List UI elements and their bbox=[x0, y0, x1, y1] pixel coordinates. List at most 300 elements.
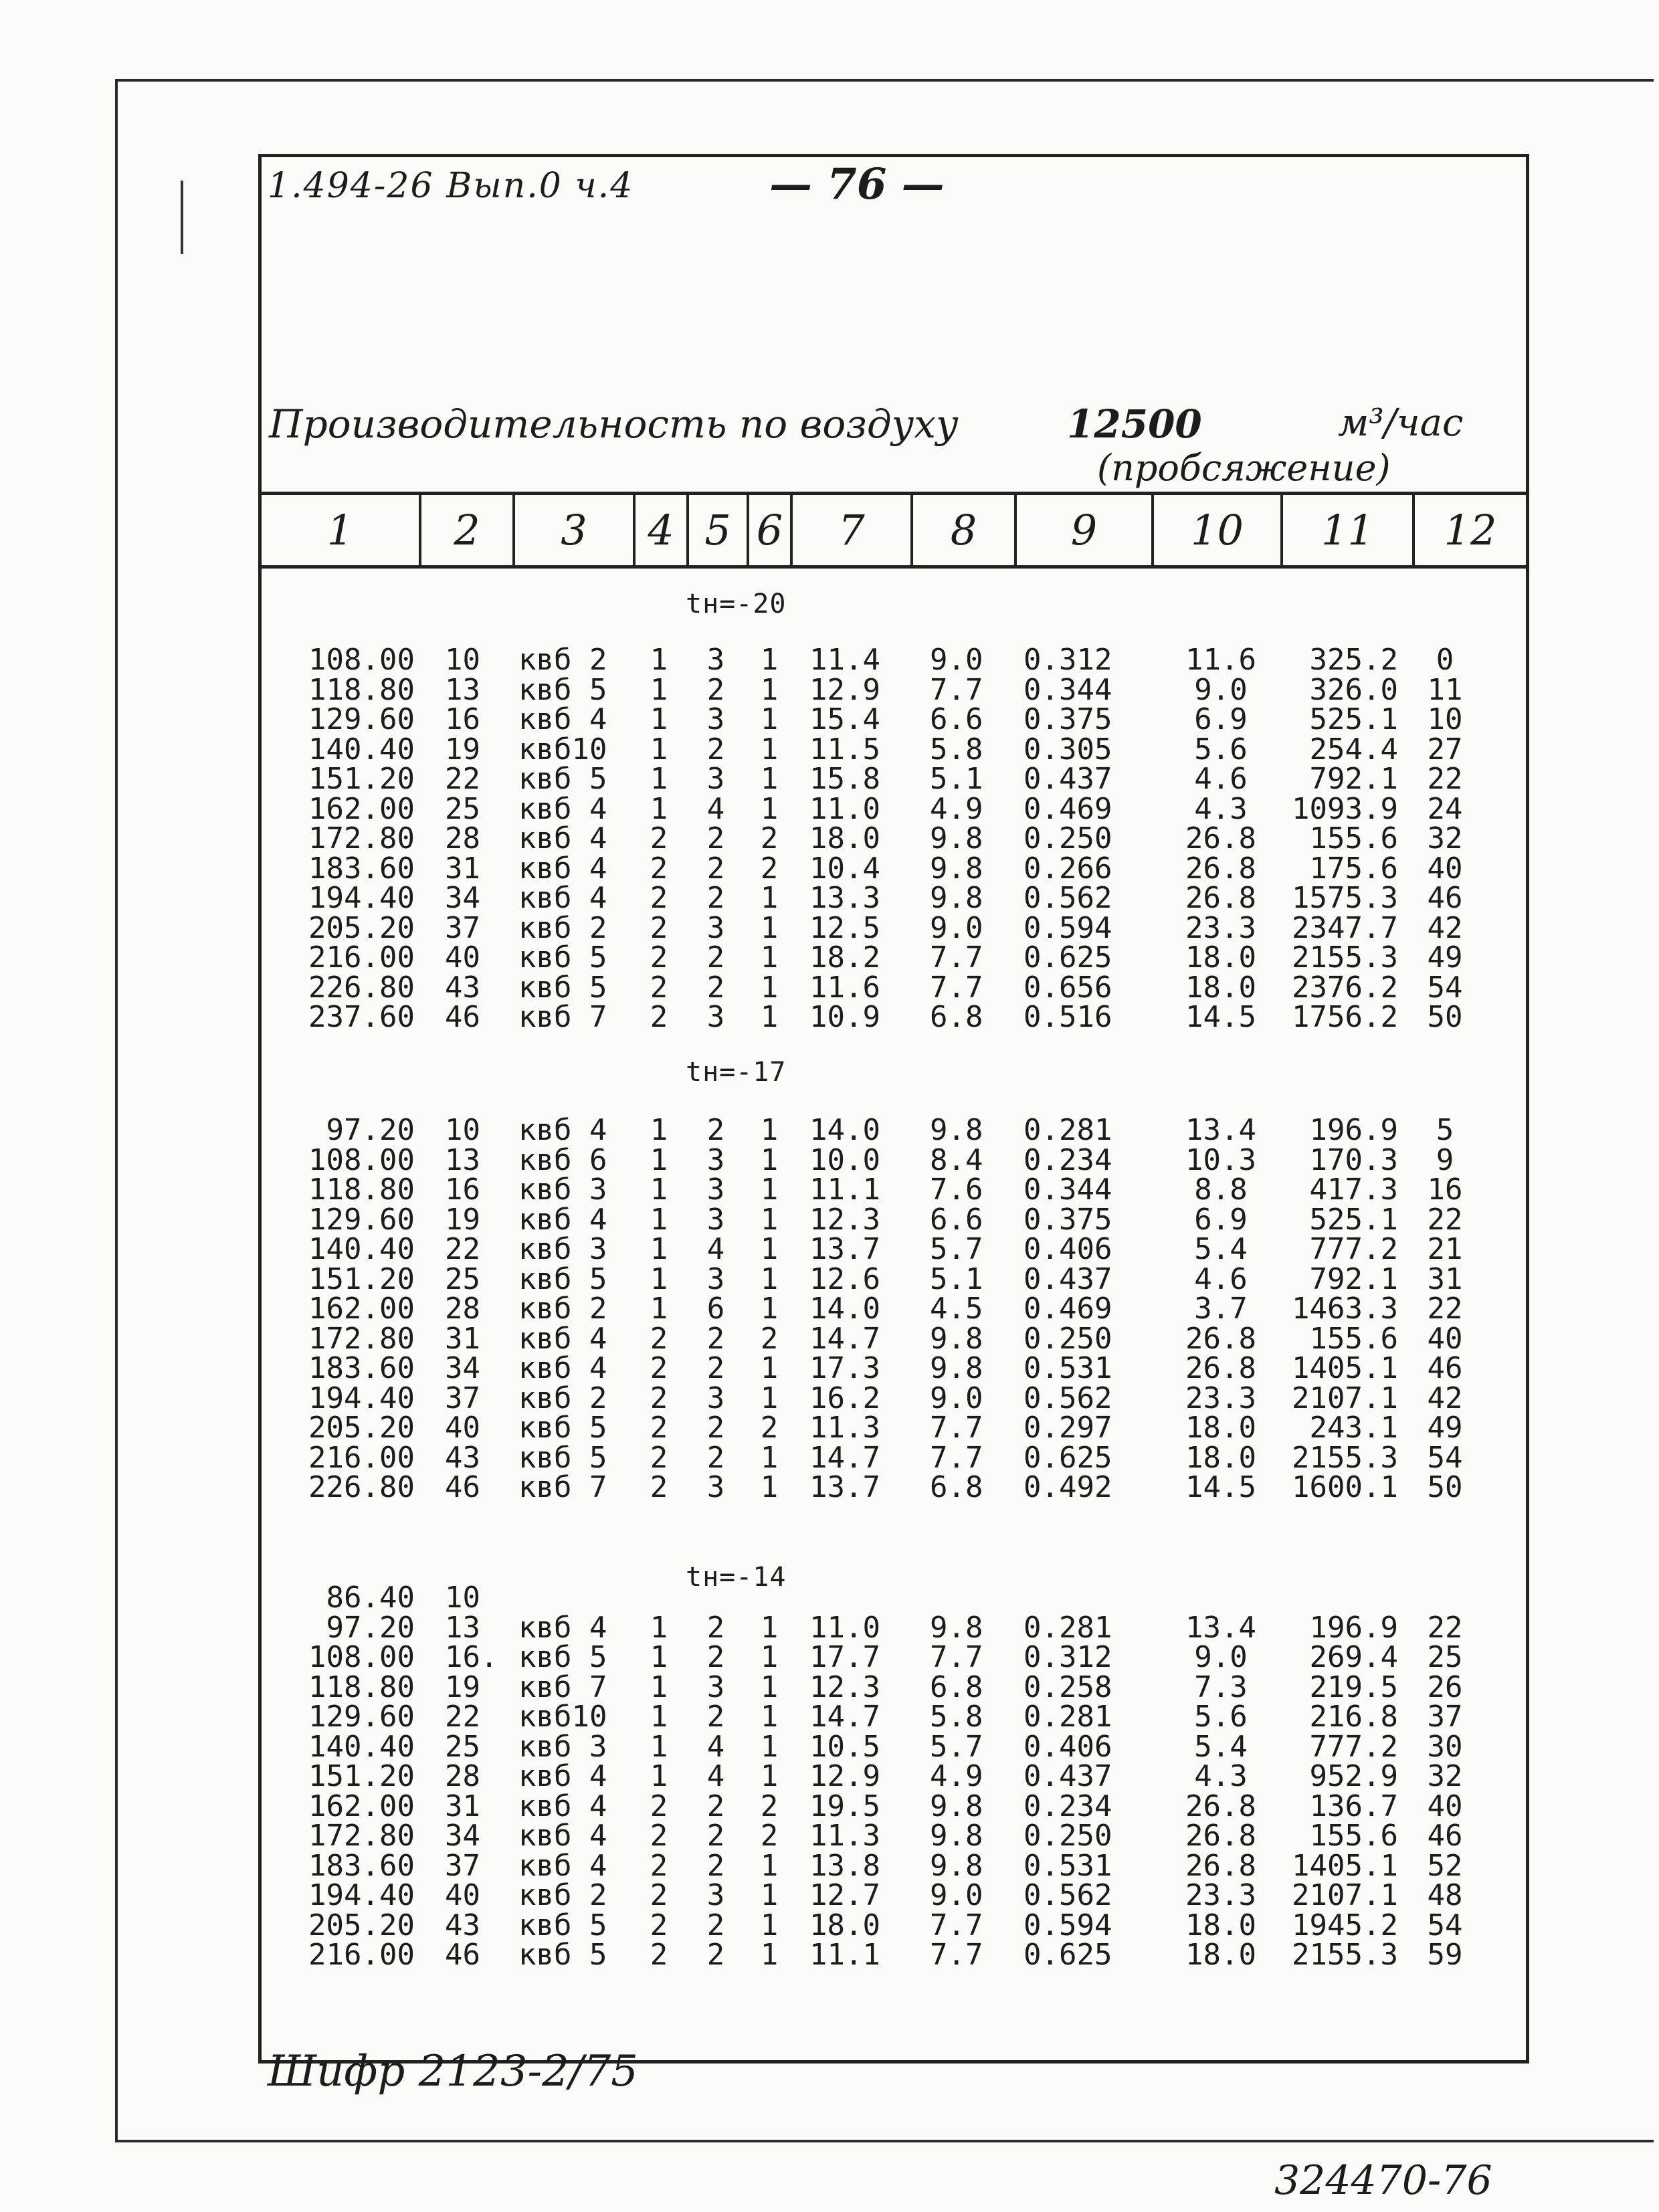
cell-col-1: 97.20 bbox=[326, 1610, 415, 1645]
table-row bbox=[0, 940, 1659, 975]
cell-col-5: 2 bbox=[706, 821, 725, 856]
cell-col-10: 9.0 bbox=[1194, 672, 1248, 707]
cell-col-1: 237.60 bbox=[308, 1000, 415, 1034]
cell-col-9: 0.469 bbox=[1023, 791, 1112, 826]
cell-col-8: 9.8 bbox=[930, 1351, 983, 1385]
cell-col-8: 6.6 bbox=[930, 702, 983, 736]
cell-col-10: 18.0 bbox=[1185, 1938, 1256, 1972]
cell-col-3: квб 4 bbox=[518, 1610, 607, 1645]
cell-col-10: 6.9 bbox=[1194, 1202, 1248, 1237]
cell-col-8: 9.8 bbox=[930, 821, 983, 856]
table-row bbox=[0, 672, 1659, 707]
cell-col-5: 2 bbox=[706, 1440, 725, 1475]
cell-col-1: 216.00 bbox=[308, 940, 415, 975]
cell-col-6: 1 bbox=[760, 970, 779, 1005]
cell-col-7: 11.5 bbox=[809, 732, 880, 767]
cell-col-12: 54 bbox=[1427, 1908, 1463, 1942]
table-row bbox=[0, 1470, 1659, 1504]
cell-col-10: 26.8 bbox=[1185, 881, 1256, 915]
cell-col-7: 17.7 bbox=[809, 1640, 880, 1674]
cell-col-6: 2 bbox=[760, 851, 779, 886]
cell-col-6: 1 bbox=[760, 1292, 779, 1326]
cell-col-3: квб 4 bbox=[518, 1351, 607, 1385]
cell-col-5: 4 bbox=[706, 791, 725, 826]
cell-col-11: 792.1 bbox=[1309, 762, 1398, 796]
cell-col-1: 205.20 bbox=[308, 1411, 415, 1445]
cell-col-1: 97.20 bbox=[326, 1113, 415, 1147]
cell-col-8: 7.7 bbox=[930, 1411, 983, 1445]
cell-col-1: 108.00 bbox=[308, 643, 415, 677]
cell-col-7: 18.0 bbox=[809, 1908, 880, 1942]
cell-col-8: 9.8 bbox=[930, 881, 983, 915]
cell-col-8: 5.7 bbox=[930, 1232, 983, 1266]
cell-col-7: 13.8 bbox=[809, 1848, 880, 1883]
table-row bbox=[0, 881, 1659, 915]
cell-col-5: 2 bbox=[706, 1700, 725, 1734]
table-row bbox=[0, 1610, 1659, 1645]
cell-col-2: 31 bbox=[445, 1321, 480, 1356]
cell-col-6: 2 bbox=[760, 1411, 779, 1445]
cell-col-10: 13.4 bbox=[1185, 1610, 1256, 1645]
cell-col-4: 1 bbox=[650, 1262, 668, 1296]
cell-col-2: 40 bbox=[445, 1878, 480, 1912]
cell-col-8: 9.0 bbox=[930, 643, 983, 677]
cell-col-8: 7.6 bbox=[930, 1173, 983, 1207]
cell-col-5: 3 bbox=[706, 762, 725, 796]
airflow-unit: м³/час bbox=[1338, 401, 1464, 445]
table-row bbox=[0, 910, 1659, 945]
cell-col-9: 0.625 bbox=[1023, 940, 1112, 975]
cell-col-9: 0.312 bbox=[1023, 643, 1112, 677]
cell-col-9: 0.406 bbox=[1023, 1729, 1112, 1764]
cell-col-8: 9.8 bbox=[930, 1848, 983, 1883]
cell-col-11: 1093.9 bbox=[1292, 791, 1398, 826]
table-row bbox=[0, 821, 1659, 856]
cell-col-2: 13 bbox=[445, 1142, 480, 1177]
cell-col-9: 0.625 bbox=[1023, 1440, 1112, 1475]
cell-col-5: 2 bbox=[706, 1938, 725, 1972]
cell-col-10: 18.0 bbox=[1185, 1440, 1256, 1475]
cell-col-6: 1 bbox=[760, 940, 779, 975]
cell-col-8: 5.8 bbox=[930, 732, 983, 767]
cell-col-5: 3 bbox=[706, 1381, 725, 1415]
cell-col-7: 18.2 bbox=[809, 940, 880, 975]
cell-col-7: 11.1 bbox=[809, 1173, 880, 1207]
cell-col-10: 26.8 bbox=[1185, 1321, 1256, 1356]
section-label: tн=-20 bbox=[686, 589, 787, 619]
cell-col-1: 151.20 bbox=[308, 762, 415, 796]
cell-col-4: 2 bbox=[650, 1819, 668, 1853]
cell-col-3: квб 2 bbox=[518, 1292, 607, 1326]
cell-col-2: 34 bbox=[445, 1819, 480, 1853]
cell-col-11: 216.8 bbox=[1309, 1700, 1398, 1734]
cell-col-12: 54 bbox=[1427, 1440, 1463, 1475]
cell-col-6: 1 bbox=[760, 1878, 779, 1912]
cell-col-5: 2 bbox=[706, 1610, 725, 1645]
cell-col-12: 24 bbox=[1427, 791, 1463, 826]
cell-col-4: 2 bbox=[650, 970, 668, 1005]
cell-col-3: квб 2 bbox=[518, 910, 607, 945]
cell-col-4: 2 bbox=[650, 851, 668, 886]
cell-col-7: 16.2 bbox=[809, 1381, 880, 1415]
cell-col-1: 216.00 bbox=[308, 1440, 415, 1475]
cell-col-9: 0.266 bbox=[1023, 851, 1112, 886]
cell-col-12: 10 bbox=[1427, 702, 1463, 736]
cell-col-10: 4.6 bbox=[1194, 762, 1248, 796]
cell-col-8: 4.5 bbox=[930, 1292, 983, 1326]
cell-col-7: 14.7 bbox=[809, 1440, 880, 1475]
cell-col-11: 2107.1 bbox=[1292, 1878, 1398, 1912]
cell-col-12: 21 bbox=[1427, 1232, 1463, 1266]
cell-col-11: 243.1 bbox=[1309, 1411, 1398, 1445]
cell-col-7: 14.0 bbox=[809, 1113, 880, 1147]
cell-col-5: 2 bbox=[706, 672, 725, 707]
cell-col-4: 1 bbox=[650, 1232, 668, 1266]
cell-col-1: 118.80 bbox=[308, 1670, 415, 1704]
cell-col-3: квб 4 bbox=[518, 1759, 607, 1793]
cell-col-4: 2 bbox=[650, 1351, 668, 1385]
cell-col-8: 9.0 bbox=[930, 1381, 983, 1415]
cell-col-1: 129.60 bbox=[308, 1202, 415, 1237]
table-row bbox=[0, 762, 1659, 796]
cell-col-10: 23.3 bbox=[1185, 1878, 1256, 1912]
cell-col-9: 0.492 bbox=[1023, 1470, 1112, 1504]
cell-col-11: 155.6 bbox=[1309, 821, 1398, 856]
cell-col-2: 22 bbox=[445, 1700, 480, 1734]
cell-col-9: 0.625 bbox=[1023, 1938, 1112, 1972]
cell-col-2: 16 bbox=[445, 702, 480, 736]
cell-col-3: квб 3 bbox=[518, 1173, 607, 1207]
cell-col-5: 2 bbox=[706, 732, 725, 767]
cell-col-4: 1 bbox=[650, 1700, 668, 1734]
table-row bbox=[0, 851, 1659, 886]
table-row bbox=[0, 1000, 1659, 1034]
cell-col-5: 3 bbox=[706, 910, 725, 945]
cell-col-10: 26.8 bbox=[1185, 1819, 1256, 1853]
cell-col-3: квб 4 bbox=[518, 1848, 607, 1883]
cell-col-6: 1 bbox=[760, 672, 779, 707]
cell-col-6: 1 bbox=[760, 702, 779, 736]
cell-col-8: 6.6 bbox=[930, 1202, 983, 1237]
cell-col-2: 22 bbox=[445, 762, 480, 796]
cell-col-5: 2 bbox=[706, 1321, 725, 1356]
cell-col-12: 27 bbox=[1427, 732, 1463, 767]
cell-col-1: 205.20 bbox=[308, 910, 415, 945]
cell-col-7: 10.5 bbox=[809, 1729, 880, 1764]
cell-col-4: 1 bbox=[650, 1292, 668, 1326]
cell-col-9: 0.312 bbox=[1023, 1640, 1112, 1674]
cell-col-4: 1 bbox=[650, 1670, 668, 1704]
cell-col-12: 40 bbox=[1427, 851, 1463, 886]
table-row bbox=[0, 702, 1659, 736]
cell-col-2: 10 bbox=[445, 643, 480, 677]
cell-col-9: 0.281 bbox=[1023, 1610, 1112, 1645]
cell-col-11: 2376.2 bbox=[1292, 970, 1398, 1005]
cell-col-9: 0.234 bbox=[1023, 1142, 1112, 1177]
cell-col-5: 3 bbox=[706, 1670, 725, 1704]
cell-col-1: 140.40 bbox=[308, 1729, 415, 1764]
cell-col-6: 1 bbox=[760, 1670, 779, 1704]
cell-col-11: 1575.3 bbox=[1292, 881, 1398, 915]
cell-col-1: 226.80 bbox=[308, 970, 415, 1005]
cell-col-12: 11 bbox=[1427, 672, 1463, 707]
cell-col-3: квб 4 bbox=[518, 1202, 607, 1237]
table-row bbox=[0, 1202, 1659, 1237]
cell-col-6: 1 bbox=[760, 1908, 779, 1942]
cell-col-10: 5.6 bbox=[1194, 732, 1248, 767]
cell-col-12: 25 bbox=[1427, 1640, 1463, 1674]
cell-col-10: 4.3 bbox=[1194, 1759, 1248, 1793]
cell-col-5: 4 bbox=[706, 1759, 725, 1793]
cell-col-3: квб 4 bbox=[518, 881, 607, 915]
column-header-8: 8 bbox=[913, 495, 1017, 565]
cell-col-11: 2107.1 bbox=[1292, 1381, 1398, 1415]
cell-col-4: 2 bbox=[650, 940, 668, 975]
cell-col-5: 2 bbox=[706, 1908, 725, 1942]
cell-col-10: 18.0 bbox=[1185, 970, 1256, 1005]
column-header-2: 2 bbox=[421, 495, 515, 565]
cell-col-3: квб 4 bbox=[518, 821, 607, 856]
cell-col-6: 1 bbox=[760, 732, 779, 767]
cell-col-10: 5.4 bbox=[1194, 1729, 1248, 1764]
cell-col-11: 525.1 bbox=[1309, 1202, 1398, 1237]
cell-col-4: 2 bbox=[650, 1470, 668, 1504]
cell-col-3: квб 5 bbox=[518, 1938, 607, 1972]
cell-col-1: 151.20 bbox=[308, 1262, 415, 1296]
cell-col-3: квб 4 bbox=[518, 1819, 607, 1853]
cell-col-4: 1 bbox=[650, 732, 668, 767]
cell-col-10: 26.8 bbox=[1185, 821, 1256, 856]
cell-col-4: 2 bbox=[650, 1321, 668, 1356]
cell-col-12: 49 bbox=[1427, 1411, 1463, 1445]
cell-col-3: квб 4 bbox=[518, 1113, 607, 1147]
cell-col-5: 2 bbox=[706, 881, 725, 915]
cell-col-3: квб 5 bbox=[518, 672, 607, 707]
table-row bbox=[0, 970, 1659, 1005]
column-header-7: 7 bbox=[793, 495, 913, 565]
cell-col-3: квб 5 bbox=[518, 1440, 607, 1475]
cell-col-11: 196.9 bbox=[1309, 1113, 1398, 1147]
cell-col-3: квб 5 bbox=[518, 940, 607, 975]
cell-col-7: 11.3 bbox=[809, 1411, 880, 1445]
column-header-4: 4 bbox=[636, 495, 689, 565]
table-row bbox=[0, 1262, 1659, 1296]
cell-col-5: 3 bbox=[706, 1142, 725, 1177]
cell-col-6: 1 bbox=[760, 910, 779, 945]
cell-col-7: 14.0 bbox=[809, 1292, 880, 1326]
cell-col-10: 18.0 bbox=[1185, 940, 1256, 975]
section-label: tн=-14 bbox=[686, 1562, 787, 1593]
cell-col-9: 0.562 bbox=[1023, 881, 1112, 915]
cell-col-11: 1600.1 bbox=[1292, 1470, 1398, 1504]
cell-col-9: 0.297 bbox=[1023, 1411, 1112, 1445]
cell-col-5: 3 bbox=[706, 1000, 725, 1034]
cell-col-9: 0.531 bbox=[1023, 1848, 1112, 1883]
cell-col-9: 0.437 bbox=[1023, 762, 1112, 796]
table-row bbox=[0, 791, 1659, 826]
cell-col-4: 1 bbox=[650, 672, 668, 707]
cell-col-3: квб 7 bbox=[518, 1470, 607, 1504]
cell-col-5: 3 bbox=[706, 1878, 725, 1912]
cell-col-7: 11.4 bbox=[809, 643, 880, 677]
cell-col-6: 1 bbox=[760, 1470, 779, 1504]
table-row bbox=[0, 1848, 1659, 1883]
cell-col-7: 11.6 bbox=[809, 970, 880, 1005]
cell-col-7: 12.7 bbox=[809, 1878, 880, 1912]
cell-col-8: 5.1 bbox=[930, 762, 983, 796]
cell-col-12: 48 bbox=[1427, 1878, 1463, 1912]
cell-col-12: 52 bbox=[1427, 1848, 1463, 1883]
cell-col-5: 2 bbox=[706, 1351, 725, 1385]
cell-col-4: 2 bbox=[650, 1848, 668, 1883]
cell-col-6: 1 bbox=[760, 1351, 779, 1385]
cell-col-4: 1 bbox=[650, 702, 668, 736]
cell-col-6: 1 bbox=[760, 1173, 779, 1207]
cell-col-9: 0.250 bbox=[1023, 1321, 1112, 1356]
cell-col-12: 37 bbox=[1427, 1700, 1463, 1734]
cell-col-11: 325.2 bbox=[1309, 643, 1398, 677]
cell-col-1: 194.40 bbox=[308, 1878, 415, 1912]
cell-col-10: 4.3 bbox=[1194, 791, 1248, 826]
margin-mark bbox=[181, 181, 183, 254]
cell-col-1: 172.80 bbox=[308, 821, 415, 856]
cell-col-7: 15.4 bbox=[809, 702, 880, 736]
cell-col-7: 12.6 bbox=[809, 1262, 880, 1296]
cell-col-4: 2 bbox=[650, 1938, 668, 1972]
cell-col-9: 0.562 bbox=[1023, 1381, 1112, 1415]
cell-col-3: квб 3 bbox=[518, 1232, 607, 1266]
cell-col-6: 1 bbox=[760, 1262, 779, 1296]
table-row bbox=[0, 1940, 1659, 1970]
cell-col-5: 3 bbox=[706, 1202, 725, 1237]
cell-col-12: 32 bbox=[1427, 1759, 1463, 1793]
cell-col-6: 2 bbox=[760, 1321, 779, 1356]
cell-col-8: 9.0 bbox=[930, 1878, 983, 1912]
table-row bbox=[0, 1142, 1659, 1177]
cell-col-12: 40 bbox=[1427, 1321, 1463, 1356]
table-row bbox=[0, 1670, 1659, 1704]
table-row bbox=[0, 1908, 1659, 1942]
cell-col-2: 43 bbox=[445, 1440, 480, 1475]
table-row bbox=[0, 1789, 1659, 1823]
cell-col-8: 5.1 bbox=[930, 1262, 983, 1296]
cell-col-10: 26.8 bbox=[1185, 1848, 1256, 1883]
cell-col-12: 22 bbox=[1427, 762, 1463, 796]
cell-col-3: квб 4 bbox=[518, 791, 607, 826]
cell-col-12: 32 bbox=[1427, 821, 1463, 856]
cell-col-2: 19 bbox=[445, 732, 480, 767]
cell-col-2: 46 bbox=[445, 1470, 480, 1504]
cell-col-4: 1 bbox=[650, 791, 668, 826]
table-row bbox=[0, 1821, 1659, 1851]
cell-col-12: 59 bbox=[1427, 1938, 1463, 1972]
cell-col-6: 1 bbox=[760, 881, 779, 915]
cell-col-12: 54 bbox=[1427, 970, 1463, 1005]
table-row bbox=[0, 1640, 1659, 1674]
cell-col-3: квб 6 bbox=[518, 1142, 607, 1177]
cell-col-5: 2 bbox=[706, 970, 725, 1005]
table-row bbox=[0, 1321, 1659, 1356]
cell-col-12: 0 bbox=[1436, 643, 1454, 677]
cell-col-2: 37 bbox=[445, 910, 480, 945]
cell-col-9: 0.594 bbox=[1023, 1908, 1112, 1942]
cell-col-8: 7.7 bbox=[930, 940, 983, 975]
cell-col-6: 1 bbox=[760, 1729, 779, 1764]
cell-col-9: 0.234 bbox=[1023, 1789, 1112, 1823]
cell-col-7: 13.3 bbox=[809, 881, 880, 915]
cell-col-4: 1 bbox=[650, 643, 668, 677]
cell-col-9: 0.656 bbox=[1023, 970, 1112, 1005]
cell-col-10: 9.0 bbox=[1194, 1640, 1248, 1674]
mode-note: (пробсяжение) bbox=[1097, 447, 1391, 489]
cell-col-9: 0.531 bbox=[1023, 1351, 1112, 1385]
cell-col-12: 9 bbox=[1436, 1142, 1454, 1177]
cell-col-7: 13.7 bbox=[809, 1470, 880, 1504]
cell-col-6: 1 bbox=[760, 1610, 779, 1645]
cell-col-2: 28 bbox=[445, 821, 480, 856]
table-row bbox=[0, 1729, 1659, 1764]
cell-col-2: 46 bbox=[445, 1000, 480, 1034]
cell-col-9: 0.469 bbox=[1023, 1292, 1112, 1326]
column-header-11: 11 bbox=[1283, 495, 1415, 565]
cell-col-3: квб10 bbox=[518, 732, 607, 767]
cell-col-6: 1 bbox=[760, 791, 779, 826]
cell-col-2: 37 bbox=[445, 1381, 480, 1415]
cell-col-10: 26.8 bbox=[1185, 1351, 1256, 1385]
cell-col-12: 49 bbox=[1427, 940, 1463, 975]
cell-col-10: 13.4 bbox=[1185, 1113, 1256, 1147]
cell-col-4: 2 bbox=[650, 1789, 668, 1823]
cell-col-1: 86.40 bbox=[326, 1581, 415, 1615]
cell-col-7: 13.7 bbox=[809, 1232, 880, 1266]
column-header-5: 5 bbox=[689, 495, 749, 565]
cipher-label: Шифр 2123-2/75 bbox=[268, 2047, 638, 2096]
cell-col-1: 162.00 bbox=[308, 1789, 415, 1823]
cell-col-7: 11.0 bbox=[809, 1610, 880, 1645]
cell-col-7: 12.3 bbox=[809, 1670, 880, 1704]
cell-col-6: 1 bbox=[760, 1113, 779, 1147]
cell-col-10: 5.6 bbox=[1194, 1700, 1248, 1734]
cell-col-1: 108.00 bbox=[308, 1640, 415, 1674]
cell-col-5: 2 bbox=[706, 1848, 725, 1883]
cell-col-6: 1 bbox=[760, 762, 779, 796]
cell-col-8: 7.7 bbox=[930, 1908, 983, 1942]
table-row bbox=[0, 732, 1659, 767]
table-row bbox=[0, 1413, 1659, 1443]
cell-col-5: 2 bbox=[706, 1819, 725, 1853]
cell-col-10: 4.6 bbox=[1194, 1262, 1248, 1296]
cell-col-11: 136.7 bbox=[1309, 1789, 1398, 1823]
cell-col-7: 12.9 bbox=[809, 1759, 880, 1793]
cell-col-12: 50 bbox=[1427, 1000, 1463, 1034]
cell-col-10: 11.6 bbox=[1185, 643, 1256, 677]
cell-col-7: 14.7 bbox=[809, 1700, 880, 1734]
cell-col-9: 0.281 bbox=[1023, 1113, 1112, 1147]
cell-col-1: 194.40 bbox=[308, 1381, 415, 1415]
cell-col-10: 14.5 bbox=[1185, 1470, 1256, 1504]
cell-col-7: 14.7 bbox=[809, 1321, 880, 1356]
table-row bbox=[0, 1440, 1659, 1475]
cell-col-6: 1 bbox=[760, 1142, 779, 1177]
table-row bbox=[0, 1351, 1659, 1385]
cell-col-10: 5.4 bbox=[1194, 1232, 1248, 1266]
cell-col-7: 11.3 bbox=[809, 1819, 880, 1853]
cell-col-10: 10.3 bbox=[1185, 1142, 1256, 1177]
cell-col-3: квб 5 bbox=[518, 1262, 607, 1296]
cell-col-11: 792.1 bbox=[1309, 1262, 1398, 1296]
cell-col-5: 2 bbox=[706, 1789, 725, 1823]
cell-col-7: 12.3 bbox=[809, 1202, 880, 1237]
